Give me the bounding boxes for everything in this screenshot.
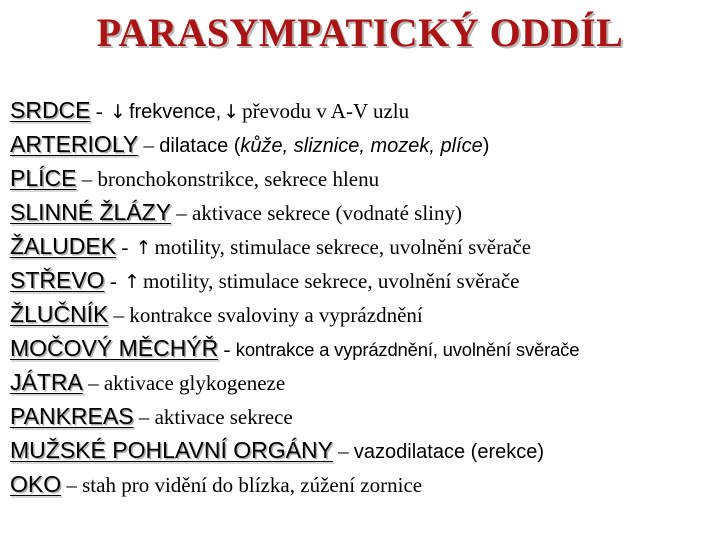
term-plice: PLÍCE [10,165,77,191]
arrow-up-icon: ↑ [135,237,152,259]
separator: - [116,235,134,259]
desc-zlucnik: kontrakce svaloviny a vyprázdnění [129,303,423,327]
desc-pankreas: aktivace sekrece [154,405,293,429]
list-item-srdce [10,93,720,127]
desc-mocovy-mechyr: kontrakce a vyprázdnění, uvolnění svěrače [235,339,580,360]
list-item-zlucnik [10,297,720,331]
separator: – [76,167,98,191]
separator: – [332,439,354,463]
desc-strevo: motility, stimulace sekrece, uvolnění svěrače [143,269,520,293]
separator: – [82,371,104,395]
term-zlucnik: ŽLUČNÍK [10,301,109,327]
desc-arterioly-part1: dilatace ( [159,135,241,157]
separator: - [90,99,109,123]
list-item-pankreas [10,399,720,433]
term-jatra: JÁTRA [10,369,83,395]
separator: – [108,303,130,327]
arrow-down-icon: ↓ [223,101,240,123]
list-item-jatra [10,365,720,399]
list-item-muzske-pohlavni-organy [10,433,720,467]
list-item-mocovy-mechyr [10,331,720,365]
list-item-strevo [10,263,720,297]
desc-muzske-pohlavni-organy: vazodilatace (erekce) [353,441,545,463]
desc-arterioly-italic: kůže, sliznice, mozek, plíce [240,135,483,157]
term-srdce: SRDCE [10,97,91,123]
term-mocovy-mechyr: MOČOVÝ MĚCHÝŘ [10,335,219,361]
desc-zaludek: motility, stimulace sekrece, uvolnění svěrače [154,235,532,259]
list-item-plice [10,161,720,195]
desc-jatra: aktivace glykogeneze [103,371,286,395]
desc-srdce-part2: převodu v A-V uzlu [242,99,410,123]
arrow-down-icon: ↓ [110,101,126,123]
desc-slinne-zlazy: aktivace sekrece (vodnaté sliny) [192,201,463,225]
list-item-slinne-zlazy [10,195,720,229]
desc-plice: bronchokonstrikce, sekrece hlenu [97,167,380,191]
term-oko: OKO [10,471,62,497]
separator: – [61,473,83,497]
term-strevo: STŘEVO [10,267,105,293]
desc-srdce-part1: frekvence, [128,101,222,123]
separator: - [104,269,123,293]
term-arterioly: ARTERIOLY [10,131,139,157]
list-item-arterioly [10,127,720,161]
separator: – [138,133,160,157]
separator: – [133,405,155,429]
term-pankreas: PANKREAS [10,403,134,429]
list-item-zaludek [10,229,720,263]
term-muzske-pohlavni-organy: MUŽSKÉ POHLAVNÍ ORGÁNY [10,437,333,463]
term-zaludek: ŽALUDEK [10,233,117,259]
arrow-up-icon: ↑ [124,271,140,293]
separator: – [171,201,193,225]
separator: - [218,337,236,361]
desc-oko: stah pro vidění do blízka, zúžení zornice [82,473,423,497]
term-slinne-zlazy: SLINNÉ ŽLÁZY [10,199,172,225]
desc-arterioly-part2: ) [482,135,490,157]
slide-title: PARASYMPATICKÝ ODDÍL [96,10,624,55]
list-item-oko [10,467,720,501]
effects-list [10,93,720,501]
